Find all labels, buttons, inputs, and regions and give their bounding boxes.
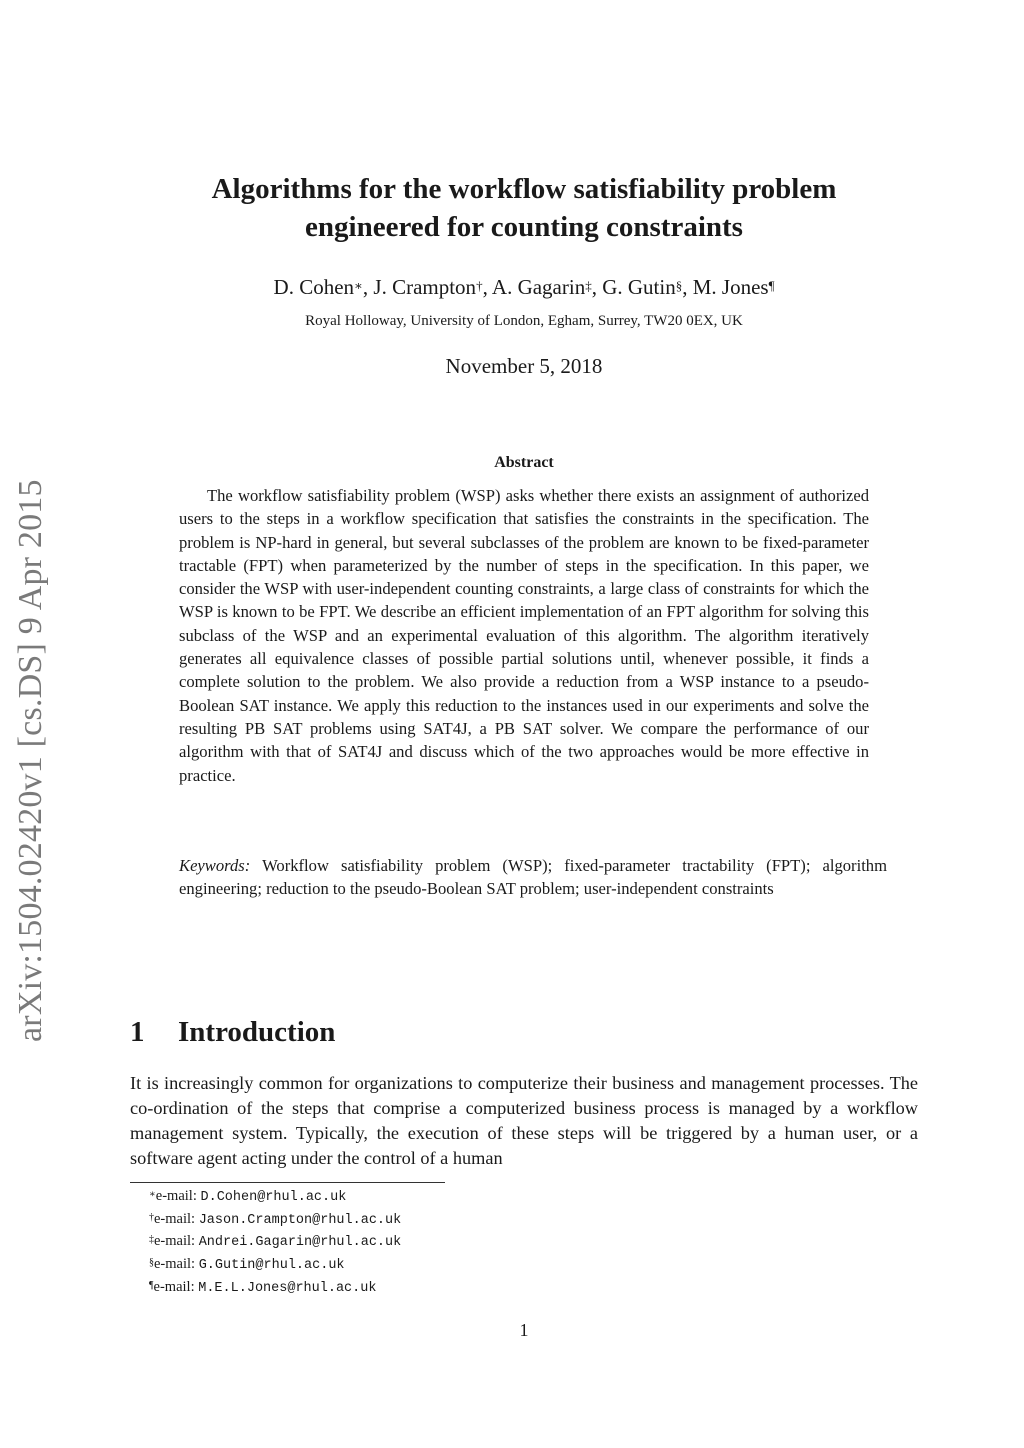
email-address: M.E.L.Jones@rhul.ac.uk [198,1280,377,1296]
introduction-paragraph: It is increasingly common for organizations to computerize their business and management processes. The co-ordination of the steps that comprise a computerized business process is managed by a workflow management system. Typically, the execution of these steps will be triggered by a human user, or a software agent acting under the control of a human [130,1073,918,1168]
keywords [179,854,887,901]
footnote-mark: † [149,1211,154,1223]
author-name: G. Gutin [602,275,676,299]
email-address: G.Gutin@rhul.ac.uk [198,1258,345,1274]
footnote-label: e-mail: [155,1188,197,1204]
author-footnote-mark: ¶ [768,278,775,293]
author-name: A. Gagarin [491,275,586,299]
title-line-2: engineered for counting constraints [305,211,743,243]
author-name: J. Crampton [373,275,477,299]
page-number: 1 [519,1320,529,1340]
footnote-mark: ‡ [149,1234,154,1246]
footnote-mark: ¶ [149,1279,154,1291]
abstract-heading: Abstract [494,454,554,471]
footnote-label: e-mail: [154,1210,196,1227]
footnote [149,1231,401,1254]
email-address: Jason.Crampton@rhul.ac.uk [198,1212,402,1228]
footnote-mark: § [149,1257,154,1269]
section-title: Introduction [178,1016,336,1048]
footnotes [149,1186,401,1300]
email-address: D.Cohen@rhul.ac.uk [200,1190,347,1205]
footnote [149,1254,401,1277]
email-address: Andrei.Gagarin@rhul.ac.uk [198,1235,402,1251]
author-footnote-mark: ∗ [354,278,363,293]
section-number: 1 [130,1016,145,1048]
abstract-body: The workflow satisfiability problem (WSP) asks whether there exists an assignment of authorized users to the steps in a workflow specification that satisfies the constraints in the specification. The problem is NP-hard in general, but several subclasses of the problem are known to be fixed-parameter tractable (FPT) when parameterized by the number of steps in the specification. In this paper, we consider the WSP with user-independent counting constraints, a large class of constraints for which the WSP is known to be FPT. We describe an efficient implementation of an FPT algorithm for solving this subclass of the WSP and an experimental evaluation of this algorithm. The algorithm iteratively generates all equivalence classes of possible partial solutions until, whenever possible, it finds a complete solution to the problem. We also provide a reduction from a WSP instance to a pseudo-Boolean SAT instance. We apply this reduction to the instances used in our experiments and solve the resulting PB SAT problems using SAT4J, a PB SAT solver. We compare the performance of our algorithm with that of SAT4J and discuss which of the two approaches would be more effective in practice. [179,486,869,785]
paper-title [0,170,1024,246]
footnote-label: e-mail: [153,1278,195,1295]
keywords-text: Workflow satisfiability problem (WSP); fixed-parameter tractability (FPT); algorithm engineering; reduction to the pseudo-Boolean SAT problem; user-independent constraints [179,856,888,899]
footnote-label: e-mail: [154,1233,196,1250]
section-heading [130,1016,335,1049]
arxiv-identifier-stamp: arXiv:1504.02420v1 [cs.DS] 9 Apr 2015 [12,479,49,1042]
publication-date: November 5, 2018 [445,354,603,378]
footnote-label: e-mail: [154,1256,196,1273]
author-list: D. Cohen∗, J. Crampton†, A. Gagarin‡, G. Gutin§, M. Jones¶ [273,275,775,299]
footnote-rule [130,1182,445,1183]
author-footnote-mark: † [476,278,483,293]
title-line-1: Algorithms for the workflow satisfiability problem [211,173,837,205]
footnote-mark: ∗ [149,1189,156,1200]
author-footnote-mark: § [675,278,683,293]
author-name: M. Jones [692,275,769,299]
author-name: D. Cohen [273,275,355,299]
affiliation: Royal Holloway, University of London, Egham, Surrey, TW20 0EX, UK [305,313,743,329]
footnote [149,1186,401,1209]
footnote [149,1277,401,1300]
footnote [149,1209,401,1232]
keywords-label: Keywords: [179,856,251,875]
author-footnote-mark: ‡ [585,278,592,293]
